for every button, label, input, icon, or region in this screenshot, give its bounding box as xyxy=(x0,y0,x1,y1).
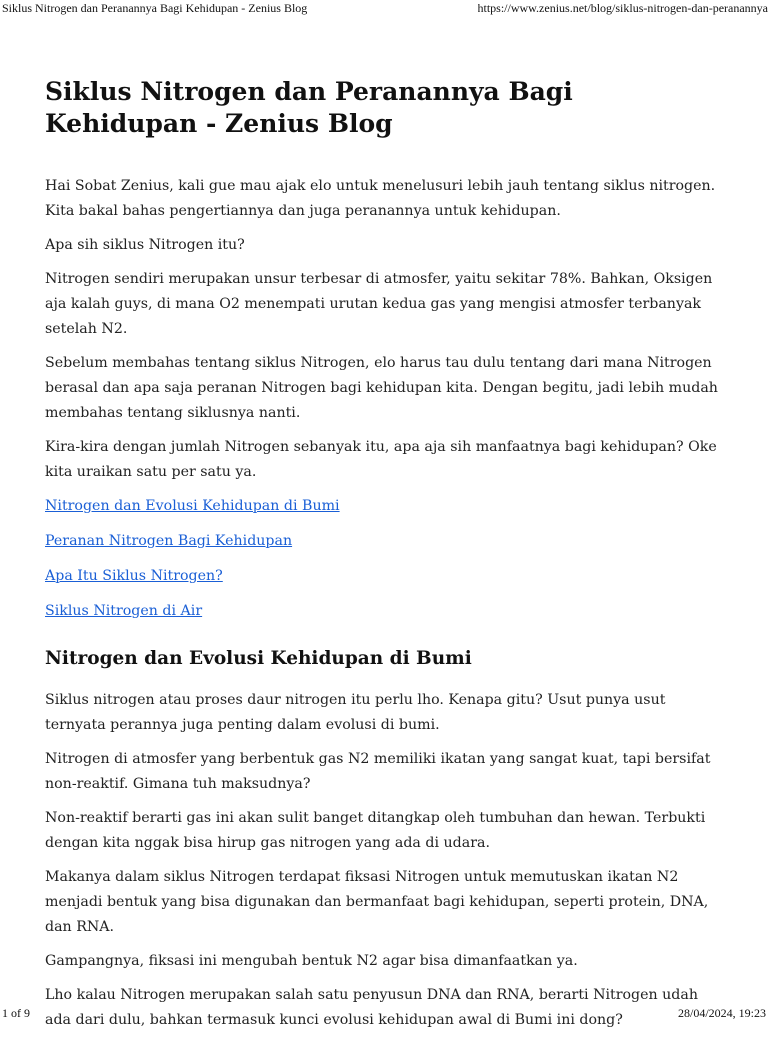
intro-paragraph: Apa sih siklus Nitrogen itu? xyxy=(45,233,725,258)
toc-link-peranan[interactable]: Peranan Nitrogen Bagi Kehidupan xyxy=(45,529,725,554)
section-paragraph: Nitrogen di atmosfer yang berbentuk gas N2 memiliki ikatan yang sangat kuat, tapi bersifat non-reaktif. Gimana tuh maksudnya? xyxy=(45,747,725,797)
section-heading: Nitrogen dan Evolusi Kehidupan di Bumi xyxy=(45,646,725,672)
intro-paragraph: Kira-kira dengan jumlah Nitrogen sebanyak itu, apa aja sih manfaatnya bagi kehidupan? Oke kita uraikan satu per satu ya. xyxy=(45,435,725,485)
article-title: Siklus Nitrogen dan Peranannya Bagi Kehidupan - Zenius Blog xyxy=(45,76,725,140)
article xyxy=(45,76,725,1042)
section-paragraph: Gampangnya, fiksasi ini mengubah bentuk N2 agar bisa dimanfaatkan ya. xyxy=(45,949,725,974)
section-paragraph: Makanya dalam siklus Nitrogen terdapat fiksasi Nitrogen untuk memutuskan ikatan N2 menjadi bentuk yang bisa digunakan dan bermanfaat bagi kehidupan, seperti protein, DNA, dan RNA. xyxy=(45,865,725,940)
print-header-url: https://www.zenius.net/blog/siklus-nitrogen-dan-peranannya xyxy=(478,1,768,16)
intro-paragraph: Nitrogen sendiri merupakan unsur terbesar di atmosfer, yaitu sekitar 78%. Bahkan, Oksigen aja kalah guys, di mana O2 menempati urutan kedua gas yang mengisi atmosfer terbanyak setelah N2. xyxy=(45,267,725,342)
print-header-title: Siklus Nitrogen dan Peranannya Bagi Kehidupan - Zenius Blog xyxy=(2,1,307,16)
section-paragraph: Lho kalau Nitrogen merupakan salah satu penyusun DNA dan RNA, berarti Nitrogen udah ada dari dulu, bahkan termasuk kunci evolusi kehidupan awal di Bumi ini dong? xyxy=(45,983,725,1033)
print-date: 28/04/2024, 19:23 xyxy=(678,1006,766,1021)
print-header xyxy=(0,0,768,20)
print-footer xyxy=(0,1004,768,1024)
intro-paragraph: Sebelum membahas tentang siklus Nitrogen, elo harus tau dulu tentang dari mana Nitrogen berasal dan apa saja peranan Nitrogen bagi kehidupan kita. Dengan begitu, jadi lebih mudah membahas tentang siklusnya nanti. xyxy=(45,351,725,426)
intro-paragraph: Hai Sobat Zenius, kali gue mau ajak elo untuk menelusuri lebih jauh tentang siklus nitrogen. Kita bakal bahas pengertiannya dan juga peranannya untuk kehidupan. xyxy=(45,174,725,224)
section-paragraph: Siklus nitrogen atau proses daur nitrogen itu perlu lho. Kenapa gitu? Usut punya usut ternyata perannya juga penting dalam evolusi di bumi. xyxy=(45,688,725,738)
toc-link-siklus-di-air[interactable]: Siklus Nitrogen di Air xyxy=(45,599,725,624)
toc-link-evolusi[interactable]: Nitrogen dan Evolusi Kehidupan di Bumi xyxy=(45,494,725,519)
page-number: 1 of 9 xyxy=(2,1006,30,1021)
table-of-contents xyxy=(45,494,725,624)
toc-link-apa-itu-siklus[interactable]: Apa Itu Siklus Nitrogen? xyxy=(45,564,725,589)
section-paragraph: Non-reaktif berarti gas ini akan sulit banget ditangkap oleh tumbuhan dan hewan. Terbukti dengan kita nggak bisa hirup gas nitrogen yang ada di udara. xyxy=(45,806,725,856)
